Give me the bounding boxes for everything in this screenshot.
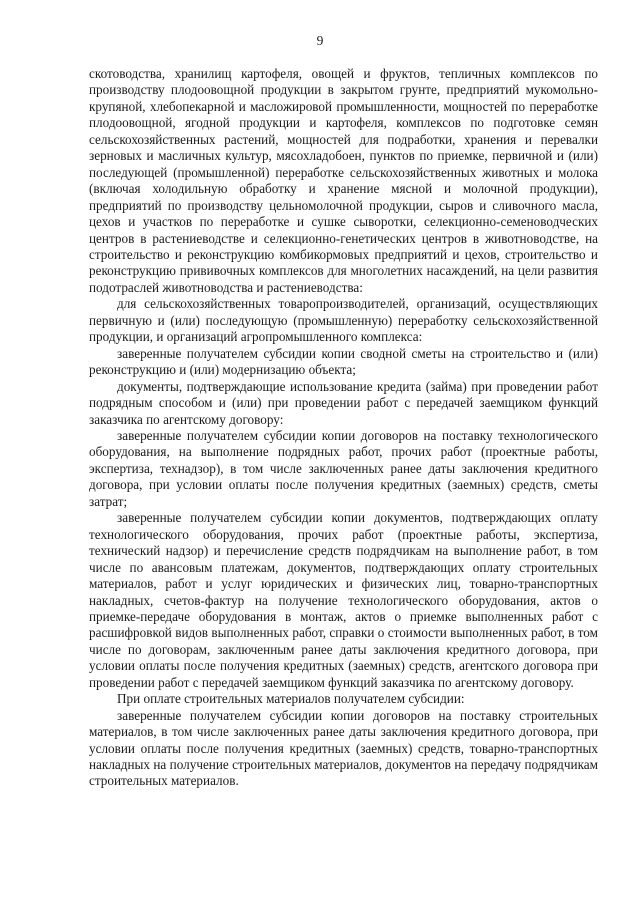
paragraph: При оплате строительных материалов получателем субсидии: [117, 691, 465, 707]
paragraph: документы, подтверждающие использование кредита (займа) при проведении работ подрядным способом и (или) при проведении работ с передачей заемщиком функций заказчика по агентскому договору: [89, 378, 598, 427]
paragraph: заверенные получателем субсидии копии сводной сметы на строительство и (или) реконструкцию и (или) модернизацию объекта; [89, 345, 598, 378]
page-number: 9 [316, 33, 324, 48]
body-text [89, 66, 598, 790]
paragraph: скотоводства, хранилищ картофеля, овощей и фруктов, тепличных комплексов по производству плодоовощной продукции в закрытом грунте, предприятий мукомольно-крупяной, хлебопекарной и масложировой промышленности, мощностей по переработке плодоовощной, ягодной продукции и картофеля, комплексов по подготовке семян сельскохозяйственных растений, мощностей для подработки, хранения и перевалки зерновых и масличных культур, мясохладобоен, пунктов по приемке, первичной и (или) последующей (промышленной) переработке сельскохозяйственных животных и молока (включая холодильную обработку и хранение мясной и молочной продукции), предприятий по производству цельномолочной продукции, сыров и сливочного масла, цехов и участков по переработке и сушке сыворотки, селекционно-семеноводческих центров в растениеводстве и селекционно-генетических центров в животноводстве, на строительство и реконструкцию комбикормовых предприятий и цехов, строительство и реконструкцию прививочных комплексов для многолетних насаждений, на цели развития подотраслей животноводства и растениеводства: [89, 66, 598, 295]
paragraph: заверенные получателем субсидии копии договоров на поставку строительных материалов, в том числе заключенных ранее даты заключения кредитного договора, при условии оплаты после получения кредитных (заемных) средств, товарно-транспортных накладных на получение строительных материалов, документов на передачу подрядчикам строительных материалов. [89, 707, 598, 789]
paragraph: заверенные получателем субсидии копии договоров на поставку технологического оборудования, на выполнение подрядных работ, прочих работ (проектные работы, экспертиза, технадзор), в том числе заключенных ранее даты заключения кредитного договора, при условии оплаты после получения кредитных (заемных) средств, сметы затрат; [89, 427, 598, 509]
paragraph: для сельскохозяйственных товаропроизводителей, организаций, осуществляющих первичную и (или) последующую (промышленную) переработку сельскохозяйственной продукции, и организаций агропромышленного комплекса: [89, 296, 598, 345]
paragraph: заверенные получателем субсидии копии документов, подтверждающих оплату технологического оборудования, прочих работ (проектные работы, экспертиза, технический надзор) и перечисление средств подрядчикам на выполнение работ, в том числе по авансовым платежам, документов, подтверждающих оплату строительных материалов, работ и услуг юридических и физических лиц, товарно-транспортных накладных, счетов-фактур на получение технологического оборудования, актов о приемке-передаче оборудования в монтаж, актов о приемке выполненных работ с расшифровкой видов выполненных работ, справки о стоимости выполненных работ, в том числе по договорам, заключенным ранее даты заключения кредитного договора, при условии оплаты после получения кредитных (заемных) средств, агентского договора при проведении работ с передачей заемщиком функций заказчика по агентскому договору. [89, 510, 598, 690]
